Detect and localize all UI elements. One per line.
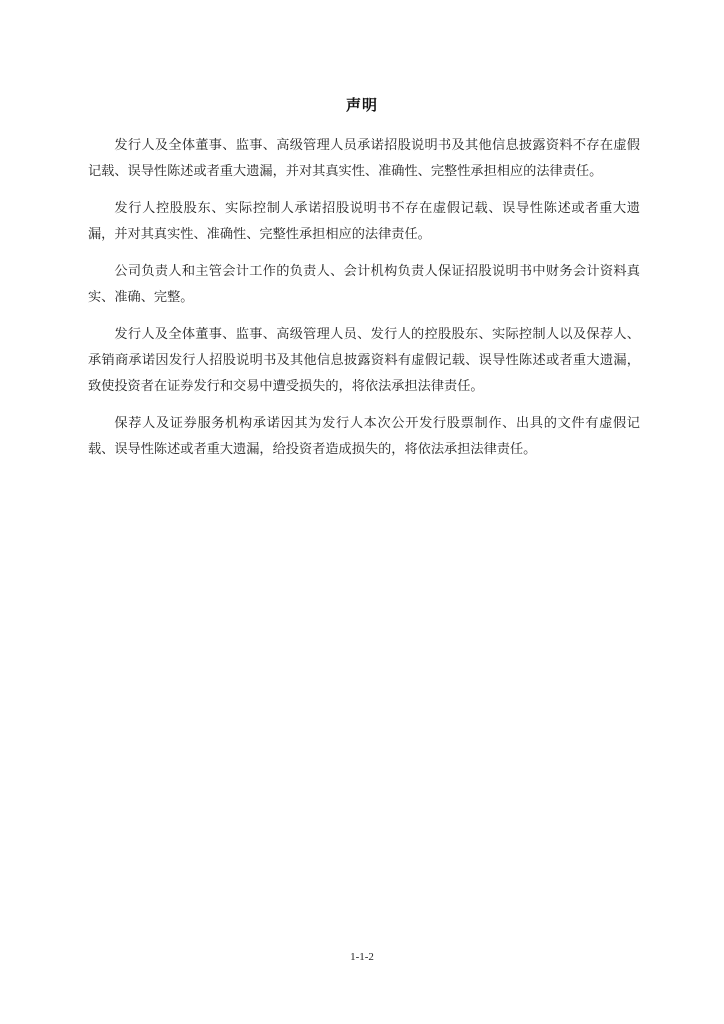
statement-paragraph-4: 发行人及全体董事、监事、高级管理人员、发行人的控股股东、实际控制人以及保荐人、承销商承诺因发行人招股说明书及其他信息披露资料有虚假记载、误导性陈述或者重大遗漏，致使投资者在证券发行和交易中遭受损失的，将依法承担法律责任。 xyxy=(88,327,640,394)
page-title: 声明 xyxy=(345,96,378,114)
statement-paragraph-3: 公司负责人和主管会计工作的负责人、会计机构负责人保证招股说明书中财务会计资料真实、准确、完整。 xyxy=(88,264,640,305)
statement-paragraph-1: 发行人及全体董事、监事、高级管理人员承诺招股说明书及其他信息披露资料不存在虚假记载、误导性陈述或者重大遗漏，并对其真实性、准确性、完整性承担相应的法律责任。 xyxy=(88,138,640,179)
page-number: 1-1-2 xyxy=(350,951,374,963)
statement-paragraph-5: 保荐人及证券服务机构承诺因其为发行人本次公开发行股票制作、出具的文件有虚假记载、误导性陈述或者重大遗漏，给投资者造成损失的，将依法承担法律责任。 xyxy=(88,416,640,457)
statement-body xyxy=(88,133,640,474)
statement-paragraph-2: 发行人控股股东、实际控制人承诺招股说明书不存在虚假记载、误导性陈述或者重大遗漏，并对其真实性、准确性、完整性承担相应的法律责任。 xyxy=(88,201,640,242)
